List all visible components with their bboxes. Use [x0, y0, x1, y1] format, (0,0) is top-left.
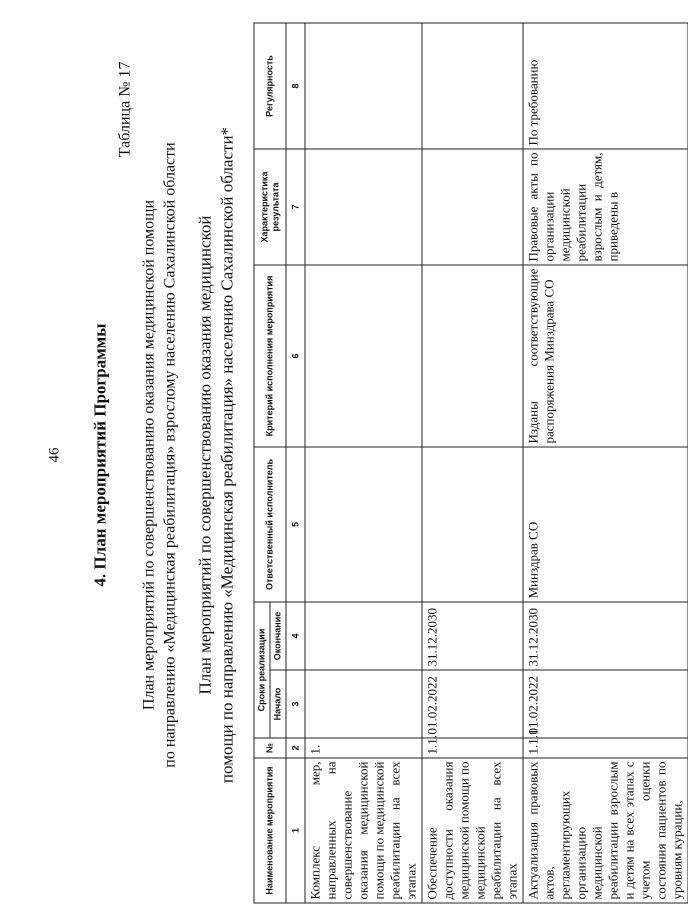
row-result	[305, 149, 422, 265]
table-row	[523, 23, 688, 903]
header-dates: Сроки реализации	[254, 602, 270, 738]
plan-title-line1: План мероприятий по совершенствованию оказания медицинской помощи	[140, 199, 157, 711]
plan-title2-line2: помощи по направлению «Медицинская реабилитация» населению Сахалинской области*	[217, 126, 236, 784]
column-number-row	[286, 23, 305, 903]
table-number: Таблица № 17	[116, 61, 133, 158]
row-name: Комплекс мер, направленных на совершенствование оказания медицинской помощи по медицинской реабилитации на всех этапах	[305, 758, 422, 903]
header-responsible: Ответственный исполнитель	[254, 447, 286, 602]
col-number: 1	[286, 758, 305, 903]
row-start: 01.02.2022	[422, 670, 523, 738]
header-criterion: Критерий исполнения мероприятия	[254, 265, 286, 447]
row-name: Актуализация правовых актов, регламентирующих организацию медицинской реабилитации взрослым и детям на всех этапах с учетом оценки состояния пациентов по уровням курации,	[523, 758, 688, 903]
row-criterion: Изданы соответствующие распоряжения Минздрава СО	[523, 265, 688, 447]
row-end: 31.12.2030	[523, 602, 688, 670]
row-result: Правовые акты по организации медицинской реабилитации взрослым и детям, приведены в	[523, 149, 688, 265]
header-end: Окончание	[270, 602, 286, 670]
header-regularity: Регулярность	[254, 23, 286, 149]
row-name: Обеспечение доступности оказания медицинской помощи по медицинской реабилитации на всех этапах	[422, 758, 523, 903]
row-start: 01.02.2022	[523, 670, 688, 738]
row-num: 1.1.1	[523, 738, 688, 758]
plan-table	[253, 23, 688, 904]
row-responsible	[305, 447, 422, 602]
table-row	[422, 23, 523, 903]
row-regularity	[422, 23, 523, 149]
plan-title-secondary	[194, 10, 238, 901]
header-result: Характеристика результата	[254, 149, 286, 265]
plan-title-line2: по направлению «Медицинская реабилитация» взрослому населению Сахалинской области	[161, 142, 178, 768]
row-num: 1.	[305, 738, 422, 758]
row-end	[305, 602, 422, 670]
col-number: 3	[286, 670, 305, 738]
header-num: №	[254, 738, 286, 758]
header-row	[254, 23, 270, 903]
section-title: 4. План мероприятий Программы	[90, 323, 109, 587]
rotated-page	[10, 10, 684, 901]
row-num: 1.1.	[422, 738, 523, 758]
row-criterion	[305, 265, 422, 447]
col-number: 8	[286, 23, 305, 149]
row-regularity: По требованию	[523, 23, 688, 149]
col-number: 6	[286, 265, 305, 447]
row-responsible	[422, 447, 523, 602]
header-name: Наименование мероприятия	[254, 758, 286, 903]
header-start: Начало	[270, 670, 286, 738]
page-number: 46	[46, 447, 62, 463]
col-number: 7	[286, 149, 305, 265]
row-responsible: Минздрав СО	[523, 447, 688, 602]
plan-title2-line1: План мероприятий по совершенствованию оказания медицинской	[195, 215, 214, 695]
col-number: 5	[286, 447, 305, 602]
row-start	[305, 670, 422, 738]
table-row	[305, 23, 422, 903]
row-criterion	[422, 265, 523, 447]
row-result	[422, 149, 523, 265]
row-end: 31.12.2030	[422, 602, 523, 670]
col-number: 4	[286, 602, 305, 670]
row-regularity	[305, 23, 422, 149]
col-number: 2	[286, 738, 305, 758]
plan-title	[138, 10, 180, 901]
